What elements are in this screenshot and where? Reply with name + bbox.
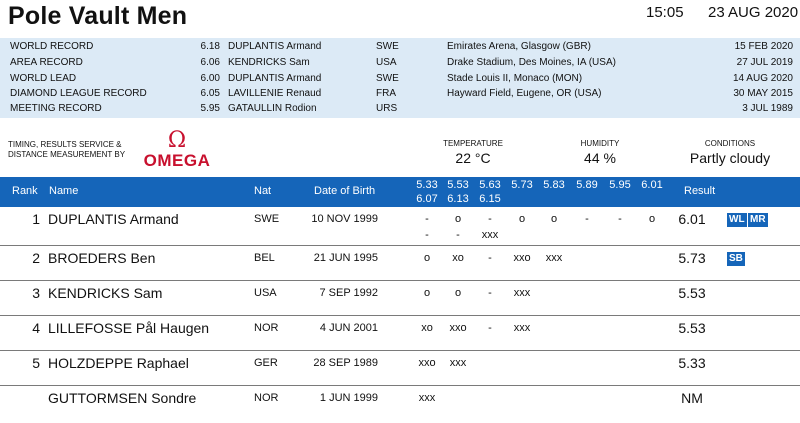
height-header: 6.15 (479, 193, 501, 205)
record-row (0, 55, 800, 71)
table-row (0, 281, 800, 316)
record-row (0, 39, 800, 55)
athlete-dob: 21 JUN 1995 (313, 252, 378, 264)
attempt-cell: xxx (449, 357, 467, 369)
header-date: 23 AUG 2020 (708, 4, 799, 21)
athlete-result: 6.01 (678, 211, 706, 227)
record-holder: DUPLANTIS Armand (228, 73, 322, 84)
athlete-rank: 1 (32, 211, 40, 227)
attempt-cell: o (454, 287, 462, 299)
athlete-dob: 28 SEP 1989 (313, 357, 378, 369)
record-venue: Emirates Arena, Glasgow (GBR) (447, 41, 591, 52)
athlete-nat: NOR (254, 392, 279, 404)
attempt-cell: xo (452, 252, 464, 264)
record-holder: DUPLANTIS Armand (228, 41, 322, 52)
athlete-dob: 7 SEP 1992 (319, 287, 378, 299)
athlete-nat: NOR (254, 322, 279, 334)
athlete-dob: 4 JUN 2001 (319, 322, 378, 334)
conditions-label: CONDITIONS (704, 139, 756, 148)
athlete-nat: BEL (254, 252, 275, 264)
height-header: 5.33 (416, 179, 438, 191)
record-venue: Hayward Field, Eugene, OR (USA) (447, 88, 602, 99)
record-row (0, 101, 800, 117)
timing-credit: TIMING, RESULTS SERVICE & DISTANCE MEASUREMENT BY (8, 140, 126, 159)
record-holder: GATAULLIN Rodion (228, 103, 317, 114)
attempt-cell: - (488, 213, 492, 225)
athlete-result: 5.53 (678, 285, 706, 301)
height-header: 5.95 (609, 179, 631, 191)
record-holder: KENDRICKS Sam (228, 57, 310, 68)
athlete-dob: 10 NOV 1999 (311, 213, 378, 225)
humidity-label: HUMIDITY (580, 139, 620, 148)
attempt-cell: xxx (481, 229, 499, 241)
athlete-name: KENDRICKS Sam (48, 285, 163, 301)
record-nat: USA (376, 57, 397, 68)
record-nat: FRA (376, 88, 396, 99)
athlete-name: HOLZDEPPE Raphael (48, 355, 189, 371)
record-row (0, 86, 800, 102)
header-time: 15:05 (646, 4, 684, 21)
header-result: Result (684, 185, 716, 197)
height-header: 5.53 (447, 179, 469, 191)
attempt-cell: xxx (513, 287, 531, 299)
attempt-cell: o (648, 213, 656, 225)
record-venue: Drake Stadium, Des Moines, IA (USA) (447, 57, 616, 68)
attempt-cell: xo (421, 322, 433, 334)
attempt-cell: - (425, 229, 429, 241)
athlete-rank: 3 (32, 285, 40, 301)
omega-logo (137, 130, 217, 170)
athlete-result: 5.73 (678, 250, 706, 266)
height-header: 5.89 (576, 179, 598, 191)
record-row (0, 71, 800, 87)
attempt-cell: - (585, 213, 589, 225)
attempt-cell: - (488, 322, 492, 334)
record-date: 27 JUL 2019 (736, 57, 793, 68)
record-result: 6.18 (200, 41, 220, 52)
attempt-cell: o (518, 213, 526, 225)
record-type: MEETING RECORD (10, 103, 102, 114)
results-table-header (0, 177, 800, 207)
table-row (0, 386, 800, 420)
attempt-cell: xxo (418, 357, 436, 369)
attempt-cell: o (550, 213, 558, 225)
athlete-nat: GER (254, 357, 278, 369)
record-badge: MR (750, 214, 766, 225)
omega-symbol-icon: Ω (167, 128, 187, 153)
height-header: 6.13 (447, 193, 469, 205)
athlete-nat: SWE (254, 213, 280, 225)
table-row (0, 316, 800, 351)
header-dob: Date of Birth (314, 185, 376, 197)
record-date: 15 FEB 2020 (734, 41, 793, 52)
record-badge: WL (729, 214, 745, 225)
record-holder: LAVILLENIE Renaud (228, 88, 322, 99)
athlete-nat: USA (254, 287, 277, 299)
athlete-result: 5.53 (678, 320, 706, 336)
header-nat: Nat (254, 185, 272, 197)
height-header: 6.07 (416, 193, 438, 205)
temperature-value: 22 °C (455, 150, 491, 166)
header-rank: Rank (12, 185, 38, 197)
attempt-cell: o (454, 213, 462, 225)
humidity-value: 44 % (584, 150, 616, 166)
attempt-cell: - (456, 229, 460, 241)
record-result: 6.00 (200, 73, 220, 84)
attempt-cell: xxo (449, 322, 467, 334)
height-header: 5.63 (479, 179, 501, 191)
athlete-result: NM (681, 390, 703, 406)
attempt-cell: - (618, 213, 622, 225)
attempt-cell: xxo (513, 252, 531, 264)
athlete-name: BROEDERS Ben (48, 250, 156, 266)
attempt-cell: xxx (545, 252, 563, 264)
header-name: Name (49, 185, 79, 197)
athlete-result: 5.33 (678, 355, 706, 371)
record-result: 6.06 (200, 57, 220, 68)
conditions-value: Partly cloudy (689, 150, 771, 166)
record-type: WORLD RECORD (10, 41, 94, 52)
record-badge: SB (729, 253, 743, 264)
record-nat: SWE (376, 41, 399, 52)
table-row (0, 246, 800, 281)
table-row (0, 207, 800, 246)
attempt-cell: - (488, 252, 492, 264)
athlete-name: GUTTORMSEN Sondre (48, 390, 197, 406)
athlete-name: DUPLANTIS Armand (48, 211, 179, 227)
record-nat: SWE (376, 73, 399, 84)
height-header: 5.83 (543, 179, 565, 191)
records-panel (0, 38, 800, 118)
record-venue: Stade Louis II, Monaco (MON) (447, 73, 583, 84)
athlete-name: LILLEFOSSE Pål Haugen (48, 320, 210, 336)
record-result: 6.05 (200, 88, 220, 99)
temperature-label: TEMPERATURE (443, 139, 503, 148)
record-date: 3 JUL 1989 (742, 103, 793, 114)
omega-wordmark: OMEGA (143, 151, 211, 170)
height-header: 6.01 (641, 179, 663, 191)
table-row (0, 351, 800, 386)
record-result: 5.95 (200, 103, 220, 114)
athlete-dob: 1 JUN 1999 (319, 392, 378, 404)
attempt-cell: - (425, 213, 429, 225)
attempt-cell: o (423, 252, 431, 264)
attempt-cell: - (488, 287, 492, 299)
attempt-cell: o (423, 287, 431, 299)
event-title: Pole Vault Men (8, 2, 188, 30)
attempt-cell: xxx (418, 392, 436, 404)
athlete-rank: 2 (32, 250, 40, 266)
record-type: AREA RECORD (10, 57, 83, 68)
record-nat: URS (376, 103, 398, 114)
height-header: 5.73 (511, 179, 533, 191)
athlete-rank: 5 (32, 355, 40, 371)
record-type: WORLD LEAD (10, 73, 77, 84)
record-date: 14 AUG 2020 (732, 73, 793, 84)
attempt-cell: xxx (513, 322, 531, 334)
record-type: DIAMOND LEAGUE RECORD (10, 88, 147, 99)
athlete-rank: 4 (32, 320, 40, 336)
record-date: 30 MAY 2015 (733, 88, 793, 99)
